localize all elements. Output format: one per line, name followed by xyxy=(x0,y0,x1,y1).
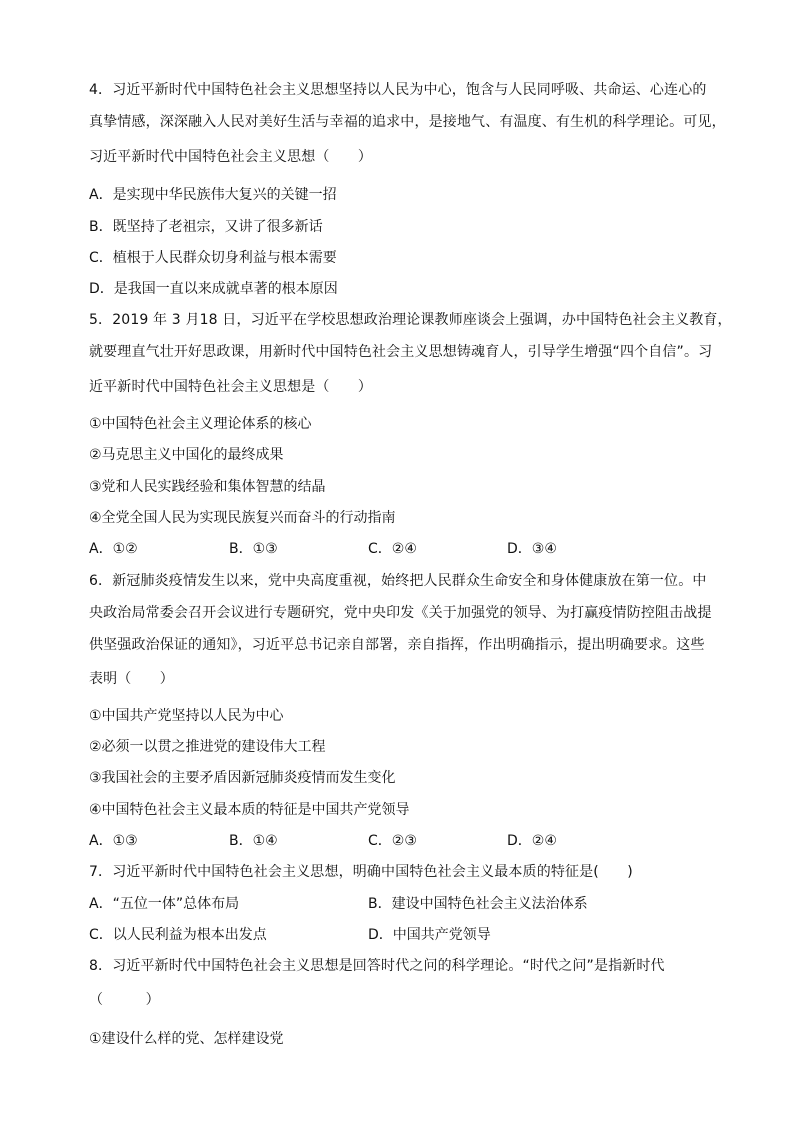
q6-stem-line-3: 供坚强政治保证的通知》，习近平总书记亲自部署，亲自指挥，作出明确指示，提出明确要求。这些 xyxy=(89,637,705,653)
q7-option-d: D．中国共产党领导 xyxy=(368,927,491,943)
q6-option-b: B．①④ xyxy=(229,833,278,849)
q6-item-2: ②必须一以贯之推进党的建设伟大工程 xyxy=(89,739,326,755)
q6-option-a: A．①③ xyxy=(89,833,138,849)
q6-option-d: D．②④ xyxy=(507,833,557,849)
q4-option-a: A．是实现中华民族伟大复兴的关键一招 xyxy=(89,187,337,203)
q8-item-1: ①建设什么样的党、怎样建设党 xyxy=(89,1031,284,1047)
q5-item-2: ②马克思主义中国化的最终成果 xyxy=(89,447,284,463)
q6-item-3: ③我国社会的主要矛盾因新冠肺炎疫情而发生变化 xyxy=(89,770,396,786)
q6-item-1: ①中国共产党坚持以人民为中心 xyxy=(89,708,284,724)
q4-option-c: C．植根于人民群众切身利益与根本需要 xyxy=(89,250,337,266)
q6-stem-line-1: 6．新冠肺炎疫情发生以来，党中央高度重视，始终把人民群众生命安全和身体健康放在第一位。中 xyxy=(89,573,707,589)
q6-option-c: C．②③ xyxy=(368,833,417,849)
q4-option-b: B．既坚持了老祖宗，又讲了很多新话 xyxy=(89,219,323,235)
q4-stem-line-1: 4．习近平新时代中国特色社会主义思想坚持以人民为中心，饱含与人民同呼吸、共命运、心连心的 xyxy=(89,82,707,98)
q5-option-b: B．①③ xyxy=(229,541,278,557)
q6-stem-line-4: 表明（ ） xyxy=(89,671,174,687)
q5-stem-line-2: 就要理直气壮开好思政课，用新时代中国特色社会主义思想铸魂育人，引导学生增强“四个自信”。习 xyxy=(89,344,713,360)
q7-option-c: C．以人民利益为根本出发点 xyxy=(89,927,267,943)
q4-stem-line-3: 习近平新时代中国特色社会主义思想（ ） xyxy=(89,149,372,165)
q5-option-a: A．①② xyxy=(89,541,138,557)
q4-option-d: D．是我国一直以来成就卓著的根本原因 xyxy=(89,281,338,297)
q7-stem: 7．习近平新时代中国特色社会主义思想，明确中国特色社会主义最本质的特征是( ) xyxy=(89,864,633,880)
q8-stem-line-2: （ ） xyxy=(89,992,160,1008)
q5-item-1: ①中国特色社会主义理论体系的核心 xyxy=(89,416,312,432)
q5-option-d: D．③④ xyxy=(507,541,557,557)
q7-option-a: A．“五位一体”总体布局 xyxy=(89,896,240,912)
q5-item-4: ④全党全国人民为实现民族复兴而奋斗的行动指南 xyxy=(89,510,396,526)
q6-item-4: ④中国特色社会主义最本质的特征是中国共产党领导 xyxy=(89,802,410,818)
q5-item-3: ③党和人民实践经验和集体智慧的结晶 xyxy=(89,479,326,495)
q8-stem-line-1: 8．习近平新时代中国特色社会主义思想是回答时代之问的科学理论。“时代之问”是指新时代 xyxy=(89,958,665,974)
q4-stem-line-2: 真挚情感，深深融入人民对美好生活与幸福的追求中，是接地气、有温度、有生机的科学理论。可见， xyxy=(89,114,726,130)
q5-option-c: C．②④ xyxy=(368,541,417,557)
q6-stem-line-2: 央政治局常委会召开会议进行专题研究，党中央印发《关于加强党的领导、为打赢疫情防控阻击战提 xyxy=(89,605,712,621)
q7-option-b: B．建设中国特色社会主义法治体系 xyxy=(368,896,588,912)
q5-stem-line-3: 近平新时代中国特色社会主义思想是（ ） xyxy=(89,379,372,395)
q5-stem-line-1: 5．2019 年 3 月18 日，习近平在学校思想政治理论课教师座谈会上强调，办中国特色社会主义教育， xyxy=(89,312,732,328)
